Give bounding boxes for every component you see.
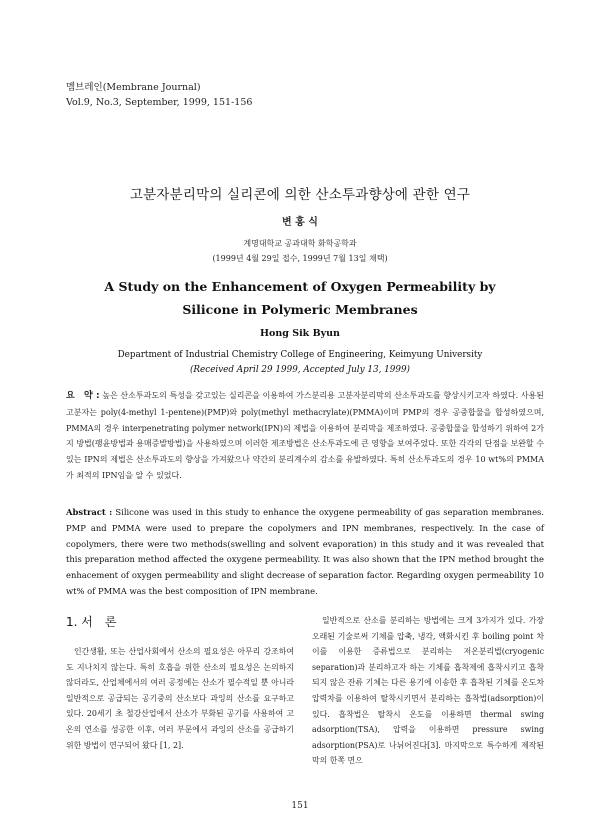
korean-abstract-label: 요 약 : (66, 391, 100, 401)
english-abstract-text: Silicone was used in this study to enhance the oxygene permeability of gas separation membranes. PMP and PMMA were used to prepare the copolymers and IPN membranes, respectively. In the case of copolymers, there were two methods(swelling and solvent evaporation) in this study and it was revealed that this preparation method affected the oxygene permeability. It was also shown that the IPN method brought the enhacement of oxygen permeability and slight decrease of separation factor. Regarding oxygen permeability 10 wt% of PMMA was the best composition of IPN membrane. (66, 507, 544, 596)
korean-affiliation-block (0, 236, 600, 266)
page-number: 151 (291, 801, 309, 811)
section-heading-introduction: 1. 서 론 (66, 615, 117, 629)
english-title (0, 275, 600, 321)
left-column (66, 613, 294, 753)
english-affiliation: Department of Industrial Chemistry College of Engineering, Keimyung University (117, 350, 483, 360)
right-column-paragraph: 일반적으로 산소를 분리하는 방법에는 크게 3가지가 있다. 가장 오래된 기술로써 기체를 압축, 냉각, 액화시킨 후 boiling point 차이를 이용한 증류법으로 분리하는 저온분리법(cryogenic separation)과 분리하고자 하는 기체를 흡착제에 흡착시키고 흡착되지 않은 잔류 기체는 다른 용기에 이송한 후 흡착된 기체를 온도차 압력차를 이용하여 탈착시키면서 분리하는 흡착법(adsorption)이 있다. 흡착법은 탈착시 온도를 이용하면 thermal swing adsorption(TSA), 압력을 이용하면 pressure swing adsorption(PSA)로 나뉘어진다[3]. 마지막으로 특수하게 제작된 막의 한쪽 면으 (312, 616, 544, 766)
journal-header (66, 80, 252, 110)
english-title-line-1: A Study on the Enhancement of Oxygen Permeability by (104, 279, 496, 294)
korean-author: 변 홍 식 (282, 217, 318, 228)
english-title-line-2: Silicone in Polymeric Membranes (182, 302, 418, 317)
english-abstract (66, 505, 544, 600)
english-affiliation-block (0, 348, 600, 378)
korean-title: 고분자분리막의 실리콘에 의한 산소투과향상에 관한 연구 (129, 187, 471, 203)
korean-abstract (66, 388, 544, 484)
left-column-paragraph: 인간생활, 또는 산업사회에서 산소의 필요성은 아무리 강조하여도 지나치지 않는다. 특히 호흡을 위한 산소의 필요성은 논의하지 않더라도, 산업체에서의 여러 공정에는 산소가 필수적일 뿐 아니라 일반적으로 공급되는 공기중의 산소보다 과잉의 산소를 요구하고 있다. 20세기 초 철강산업에서 산소가 부화된 공기를 사용하여 고온의 연소를 성공한 이후, 여러 부문에서 과잉의 산소를 공급하기 위한 방법이 연구되어 왔다 [1, 2]. (66, 647, 294, 750)
english-received-dates: (Received April 29 1999, Accepted July 13, 1999) (190, 365, 410, 375)
journal-volume: Vol.9, No.3, September, 1999, 151-156 (66, 97, 253, 108)
english-abstract-label: Abstract : (66, 507, 113, 517)
journal-name: 멤브레인(Membrane Journal) (66, 82, 201, 93)
right-column (312, 613, 544, 769)
korean-received-dates: (1999년 4월 29일 접수, 1999년 7월 13일 채택) (212, 254, 388, 263)
korean-abstract-text: 높은 산소투과도의 특성을 갖고있는 실리콘을 이용하여 가스분리용 고분자분리막의 산소투과도를 향상시키고자 하였다. 사용된 고분자는 poly(4-methyl 1-pentene)(PMP)와 poly(methyl methacrylate)(PMMA)이며 PMP의 경우 공중합물을 합성하였으며, PMMA의 경우 interpenetrating polymer network(IPN)의 제법을 이용하여 분리막을 제조하였다. 공중합물을 합성하기 위하여 2가지 방법(팽윤방법과 용매증발방법)을 사용하였으며 이러한 제조방법은 산소투과도에 큰 영향을 보여주었다. 또한 각각의 단점을 보완할 수 있는 IPN의 제법은 산소투과도의 향상을 가져왔으나 약간의 분리계수의 감소를 유발하였다. 특히 산소투과도의 경우 10 wt%의 PMMA가 최적의 IPN임을 알 수 있었다. (66, 391, 545, 480)
english-author: Hong Sik Byun (260, 328, 340, 339)
korean-affiliation: 계명대학교 공과대학 화학공학과 (243, 239, 357, 248)
